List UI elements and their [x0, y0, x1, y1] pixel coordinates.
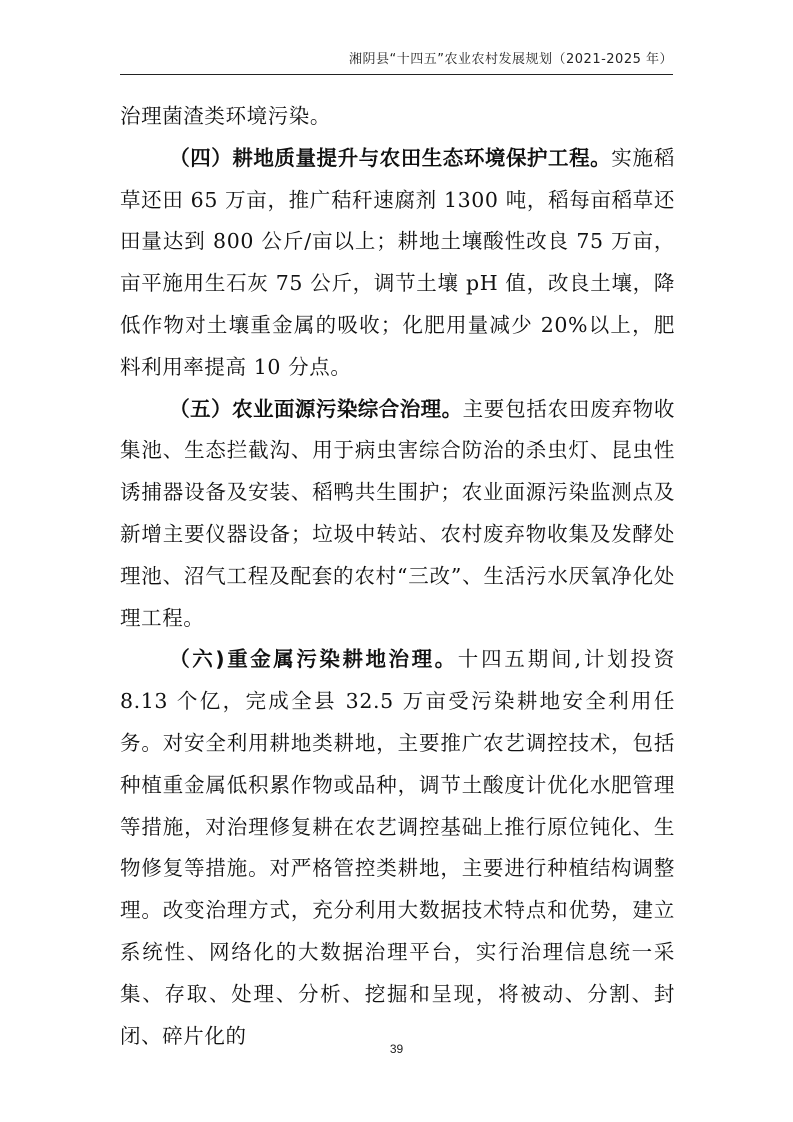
section-heading: （六)重金属污染耕地治理。: [169, 647, 458, 672]
page-number: 39: [389, 1042, 404, 1056]
paragraph-text: 治理菌渣类环境污染。: [120, 104, 331, 128]
paragraph-continuation: [120, 96, 675, 138]
paragraph-text: 实施稻草还田 65 万亩，推广秸秆速腐剂 1300 吨，稻每亩稻草还田量达到 800 公斤/亩以上；耕地土壤酸性改良 75 万亩，亩平施用生石灰 75 公斤，调节土壤 pH 值，改良土壤，降低作物对土壤重金属的吸收；化肥用量减少 20%以上，肥料利用率提高 10 分点。: [120, 145, 675, 379]
section-heading: （五）农业面源污染综合治理。: [169, 396, 463, 421]
paragraph-farmland-quality: [120, 138, 675, 389]
paragraph-nonpoint-pollution: [120, 389, 675, 640]
paragraph-text: 十四五期间,计划投资 8.13 个亿，完成全县 32.5 万亩受污染耕地安全利用任务。对安全利用耕地类耕地，主要推广农艺调控技术，包括种植重金属低积累作物或品种，调节土酸度计优化水肥管理等措施，对治理修复耕在农艺调控基础上推行原位钝化、生物修复等措施。对严格管控类耕地，主要进行种植结构调整理。改变治理方式，充分利用大数据技术特点和优势，建立系统性、网络化的大数据治理平台，实行治理信息统一采集、存取、处理、分析、挖掘和呈现，将被动、分割、封闭、碎片化的: [120, 647, 675, 1048]
header-title: 湘阴县“十四五”农业农村发展规划（2021-2025 年）: [349, 52, 673, 67]
section-heading: （四）耕地质量提升与农田生态环境保护工程。: [169, 145, 612, 170]
paragraph-text: 主要包括农田废弃物收集池、生态拦截沟、用于病虫害综合防治的杀虫灯、昆虫性诱捕器设备及安装、稻鸭共生围护；农业面源污染监测点及新增主要仪器设备；垃圾中转站、农村废弃物收集及发酵处理池、沼气工程及配套的农村“三改”、生活污水厌氧净化处理工程。: [120, 396, 676, 630]
document-body: [120, 96, 675, 1057]
paragraph-heavy-metal: [120, 639, 675, 1057]
running-header: [120, 50, 673, 75]
